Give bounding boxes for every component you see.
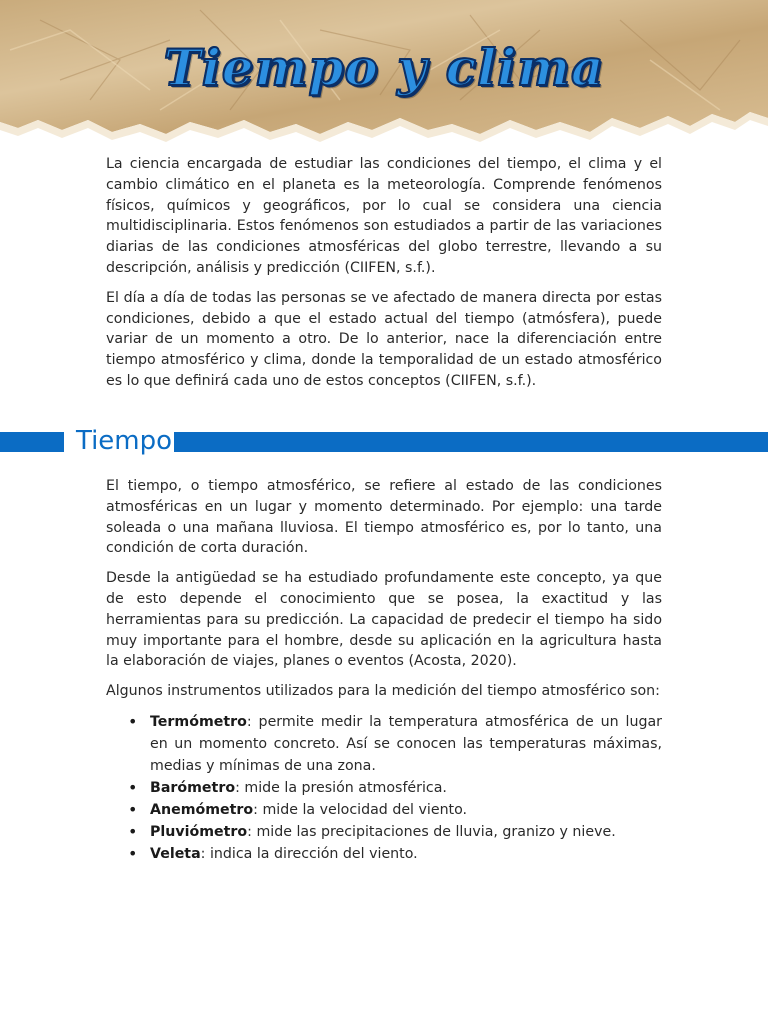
instrument-description: : indica la dirección del viento. (200, 845, 418, 862)
section-bar-right (174, 432, 768, 452)
instrument-list (106, 711, 662, 865)
instrument-name: Termómetro (150, 713, 247, 730)
list-item (150, 711, 662, 777)
instrument-description: : mide la velocidad del viento. (253, 801, 468, 818)
tiempo-paragraph: Desde la antigüedad se ha estudiado profundamente este concepto, ya que de esto depende el conocimiento que se posea, la exactitud y las herramientas para su predicción. La capacidad de predecir el tiempo ha sido muy importante para el hombre, desde su aplicación en la agricultura hasta la elaboración de viajes, planes o eventos (Acosta, 2020). (106, 570, 662, 670)
instrument-description: : permite medir la temperatura atmosférica de un lugar en un momento concreto. Así se conocen las temperaturas máximas, medias y mínimas de una zona. (150, 713, 662, 774)
intro-paragraph: La ciencia encargada de estudiar las condiciones del tiempo, el clima y el cambio climático en el planeta es la meteorología. Comprende fenómenos físicos, químicos y geográficos, por lo cual se considera una ciencia multidisciplinaria. Estos fenómenos son estudiados a partir de las variaciones diarias de las condiciones atmosféricas del globo terrestre, llevando a su descripción, análisis y predicción (CIIFEN, s.f.). (106, 156, 662, 276)
instrument-description: : mide la presión atmosférica. (235, 779, 447, 796)
instrument-name: Pluviómetro (150, 823, 248, 840)
instrument-name: Barómetro (150, 779, 236, 796)
intro-section (106, 154, 662, 401)
list-item (150, 777, 662, 799)
document-title: Tiempo y clima (163, 38, 605, 97)
section-header-tiempo (0, 426, 768, 456)
list-item (150, 799, 662, 821)
list-item (150, 821, 662, 843)
tiempo-section-body (106, 476, 662, 865)
header-banner (0, 0, 768, 150)
list-item (150, 843, 662, 865)
instrument-name: Anemómetro (150, 801, 254, 818)
instrument-name: Veleta (150, 845, 201, 862)
instruments-intro: Algunos instrumentos utilizados para la medición del tiempo atmosférico son: (106, 683, 660, 700)
section-title: Tiempo (76, 426, 173, 456)
intro-paragraph: El día a día de todas las personas se ve afectado de manera directa por estas condiciones, debido a que el estado actual del tiempo (atmósfera), puede variar de un momento a otro. De lo anterior, nace la diferenciación entre tiempo atmosférico y clima, donde la temporalidad de un estado atmosférico es lo que definirá cada uno de estos conceptos (CIIFEN, s.f.). (106, 289, 662, 389)
tiempo-paragraph: El tiempo, o tiempo atmosférico, se refiere al estado de las condiciones atmosféricas en un lugar y momento determinado. Por ejemplo: una tarde soleada o una mañana lluviosa. El tiempo atmosférico es, por lo tanto, una condición de corta duración. (106, 478, 662, 557)
section-bar-left (0, 432, 64, 452)
instrument-description: : mide las precipitaciones de lluvia, granizo y nieve. (247, 823, 616, 840)
